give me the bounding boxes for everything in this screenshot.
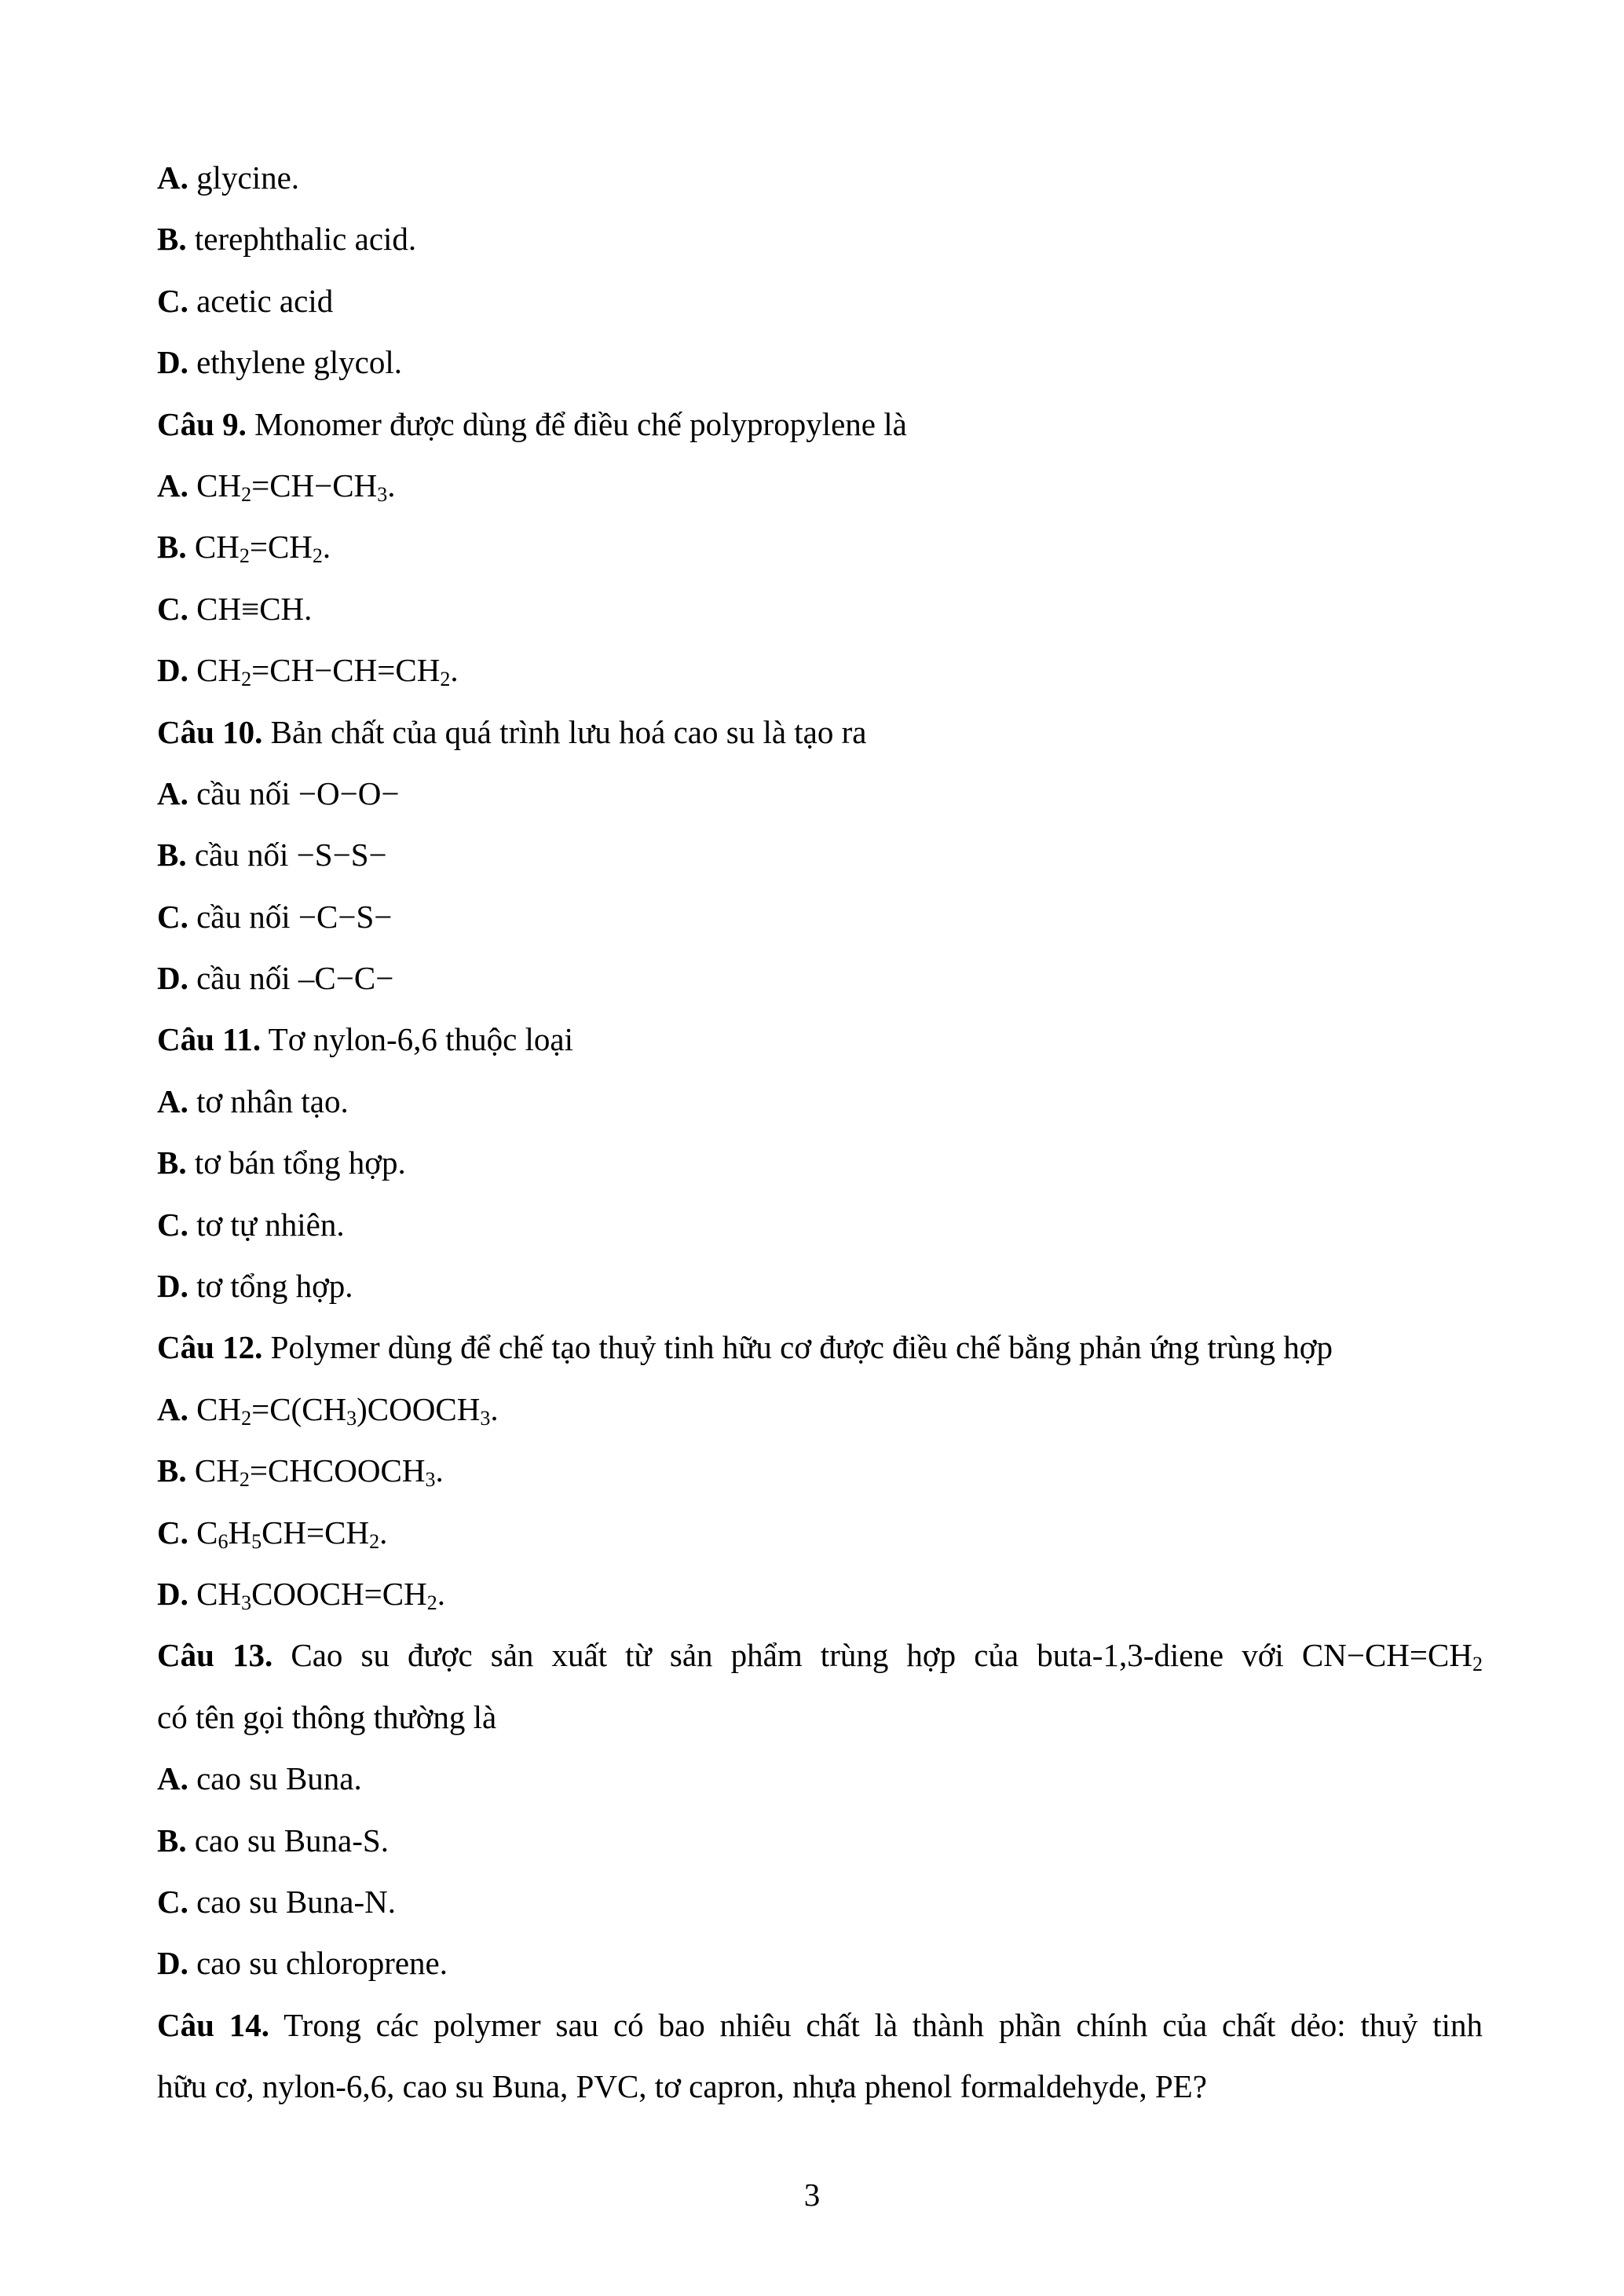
line-text: C	[188, 1514, 218, 1551]
text-line	[157, 1695, 1483, 1756]
line-label: Câu 11.	[157, 1021, 262, 1058]
subscript: 2	[241, 668, 252, 691]
page-number: 3	[803, 2177, 821, 2213]
line-text: Monomer được dùng để điều chế polypropylene là	[246, 405, 907, 442]
subscript: 2	[241, 482, 252, 506]
line-label: B.	[157, 1452, 187, 1489]
line-text: có tên gọi thông thường là	[157, 1698, 497, 1735]
line-label: D.	[157, 1575, 188, 1612]
line-text: cao su Buna-S.	[186, 1822, 389, 1858]
answer-option	[157, 1387, 1483, 1448]
subscript: 3	[480, 1406, 491, 1430]
answer-option	[157, 340, 1483, 401]
answer-option	[157, 587, 1483, 648]
line-label: C.	[157, 1206, 188, 1243]
line-label: A.	[157, 774, 188, 811]
answer-option	[157, 1756, 1483, 1818]
question-line	[157, 710, 1483, 771]
answer-option	[157, 833, 1483, 894]
line-label: B.	[157, 529, 187, 566]
line-text: CH	[188, 652, 242, 689]
line-text: .	[450, 652, 459, 689]
line-text: cầu nối −O−O−	[188, 774, 400, 811]
line-label: D.	[157, 1268, 188, 1305]
line-text: tơ nhân tạo.	[188, 1082, 349, 1119]
subscript: 3	[425, 1468, 436, 1492]
line-text: Cao su được sản xuất từ sản phẩm trùng hợp của buta-1,3-diene với CN−CH=CH	[272, 1637, 1472, 1674]
answer-option	[157, 463, 1483, 525]
line-text: .	[437, 1575, 445, 1612]
line-label: C.	[157, 1514, 188, 1551]
subscript: 2	[241, 1406, 252, 1430]
line-text: Trong các polymer sau có bao nhiêu chất là thành phần chính của chất dẻo: thuỷ tinh	[269, 2006, 1483, 2043]
line-text: COOCH=CH	[251, 1575, 427, 1612]
answer-option	[157, 1511, 1483, 1572]
line-label: D.	[157, 344, 188, 381]
line-text: cầu nối −S−S−	[186, 837, 387, 873]
line-label: Câu 12.	[157, 1329, 263, 1366]
question-line	[157, 1633, 1483, 1694]
line-label: C.	[157, 590, 188, 627]
subscript: 6	[218, 1529, 229, 1553]
answer-option	[157, 956, 1483, 1017]
line-text: CH≡CH.	[188, 590, 313, 627]
line-text: =CH	[249, 529, 313, 566]
answer-option	[157, 1079, 1483, 1141]
line-text: =C(CH	[251, 1390, 347, 1427]
subscript: 2	[312, 544, 323, 568]
line-text: .	[435, 1452, 444, 1489]
answer-option	[157, 771, 1483, 833]
question-line	[157, 1017, 1483, 1078]
text-line	[157, 2064, 1483, 2126]
line-text: glycine.	[188, 159, 300, 196]
subscript: 2	[239, 544, 250, 568]
line-label: D.	[157, 960, 188, 997]
subscript: 3	[346, 1406, 357, 1430]
answer-option	[157, 1448, 1483, 1510]
line-text: cao su chloroprene.	[188, 1945, 448, 1982]
answer-option	[157, 1264, 1483, 1325]
subscript: 5	[251, 1529, 262, 1553]
line-label: B.	[157, 1144, 187, 1181]
line-text: H	[228, 1514, 252, 1551]
answer-option	[157, 217, 1483, 278]
question-line	[157, 2003, 1483, 2064]
line-text: .	[387, 467, 396, 504]
line-text: Bản chất của quá trình lưu hoá cao su là tạo ra	[262, 713, 867, 750]
line-text: tơ tổng hợp.	[188, 1268, 353, 1305]
line-text: .	[322, 529, 331, 566]
line-text: terephthalic acid.	[186, 221, 417, 258]
line-text: .	[490, 1390, 499, 1427]
line-text: CH	[186, 529, 240, 566]
line-text: cầu nối −C−S−	[188, 898, 393, 935]
line-label: D.	[157, 652, 188, 689]
answer-option	[157, 1818, 1483, 1880]
question-line	[157, 1325, 1483, 1386]
line-text: hữu cơ, nylon-6,6, cao su Buna, PVC, tơ capron, nhựa phenol formaldehyde, PE?	[157, 2068, 1207, 2105]
line-label: A.	[157, 1082, 188, 1119]
line-label: A.	[157, 467, 188, 504]
line-text: )COOCH	[357, 1390, 481, 1427]
line-text: CH	[188, 467, 242, 504]
answer-option	[157, 1941, 1483, 2002]
question-line	[157, 402, 1483, 463]
answer-option	[157, 1880, 1483, 1941]
answer-option	[157, 279, 1483, 340]
document-body	[157, 156, 1483, 2126]
line-text: CH=CH	[262, 1514, 370, 1551]
subscript: 2	[440, 668, 451, 691]
line-label: Câu 10.	[157, 713, 263, 750]
answer-option	[157, 1572, 1483, 1633]
line-label: D.	[157, 1945, 188, 1982]
line-text: =CH−CH=CH	[251, 652, 441, 689]
line-text: tơ bán tổng hợp.	[186, 1144, 406, 1181]
line-text: acetic acid	[188, 282, 334, 319]
line-label: C.	[157, 898, 188, 935]
answer-option	[157, 525, 1483, 586]
line-label: A.	[157, 159, 188, 196]
line-label: B.	[157, 221, 187, 258]
subscript: 2	[369, 1529, 380, 1553]
subscript: 2	[239, 1468, 250, 1492]
line-text: cao su Buna-N.	[188, 1883, 397, 1920]
line-text: CH	[188, 1575, 242, 1612]
line-text: CH	[188, 1390, 242, 1427]
subscript: 2	[426, 1591, 437, 1614]
answer-option	[157, 895, 1483, 956]
line-text: =CHCOOCH	[249, 1452, 426, 1489]
line-text: Tơ nylon-6,6 thuộc loại	[261, 1021, 574, 1058]
answer-option	[157, 1203, 1483, 1264]
line-label: Câu 9.	[157, 405, 247, 442]
line-text: ethylene glycol.	[188, 344, 402, 381]
answer-option	[157, 1141, 1483, 1202]
subscript: 2	[1472, 1653, 1483, 1676]
line-label: Câu 13.	[157, 1637, 273, 1674]
subscript: 3	[241, 1591, 252, 1614]
line-label: B.	[157, 837, 187, 873]
line-label: A.	[157, 1760, 188, 1797]
answer-option	[157, 156, 1483, 217]
line-text: cầu nối –C−C−	[188, 960, 394, 997]
line-label: C.	[157, 282, 188, 319]
line-label: A.	[157, 1390, 188, 1427]
line-text: =CH−CH	[251, 467, 378, 504]
line-text: CH	[186, 1452, 240, 1489]
answer-option	[157, 648, 1483, 709]
line-label: B.	[157, 1822, 187, 1858]
line-label: Câu 14.	[157, 2006, 269, 2043]
line-text: Polymer dùng để chế tạo thuỷ tinh hữu cơ được điều chế bằng phản ứng trùng hợp	[262, 1329, 1333, 1366]
subscript: 3	[377, 482, 388, 506]
line-text: .	[379, 1514, 388, 1551]
line-text: tơ tự nhiên.	[188, 1206, 345, 1243]
line-text: cao su Buna.	[188, 1760, 362, 1797]
line-label: C.	[157, 1883, 188, 1920]
